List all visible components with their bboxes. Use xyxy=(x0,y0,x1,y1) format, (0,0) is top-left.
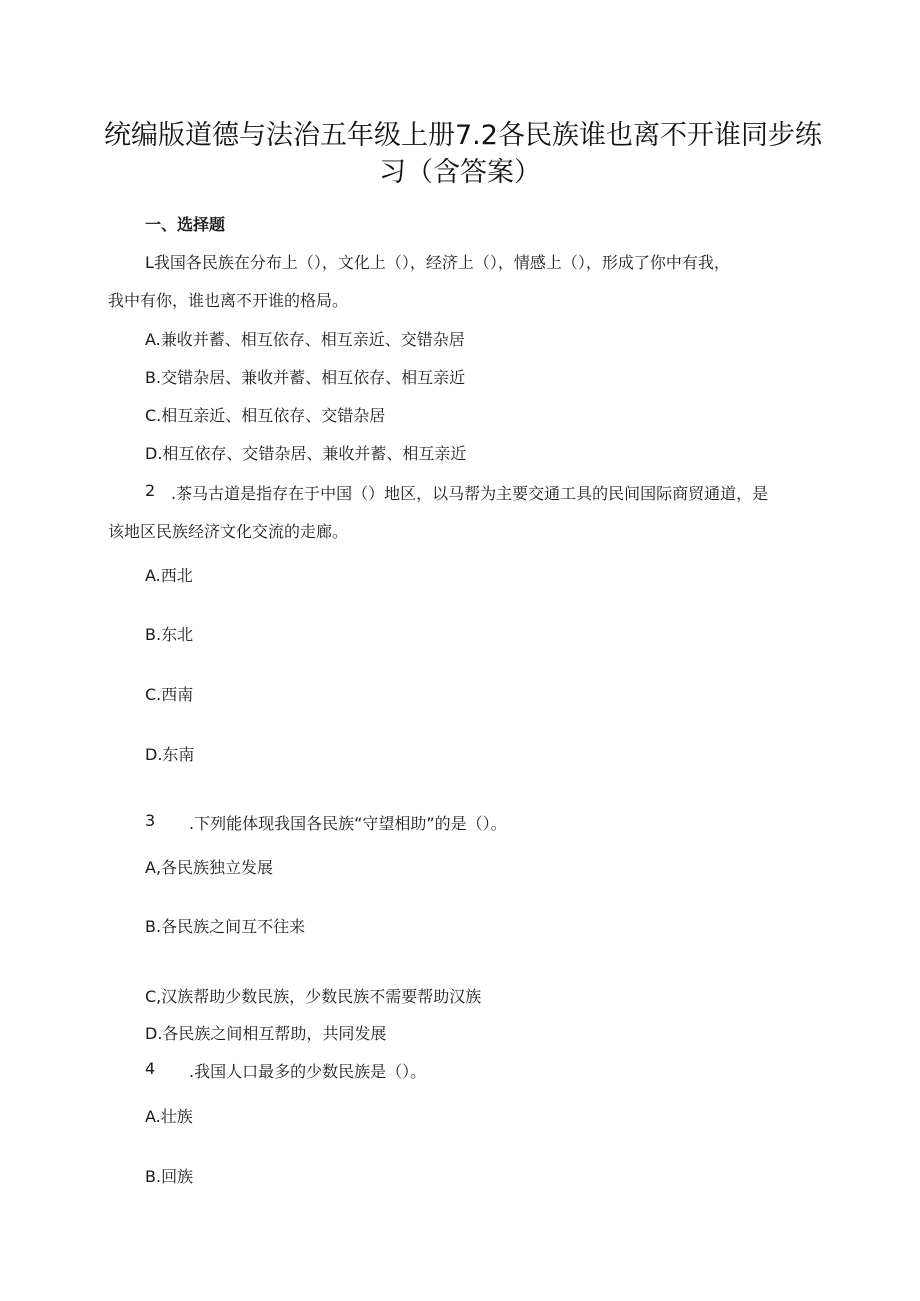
q2-option-c: C.西南 xyxy=(145,685,194,704)
q4-number: 4 xyxy=(145,1059,156,1078)
q4-option-a: A.壮族 xyxy=(145,1107,193,1126)
q2-option-b: B.东北 xyxy=(145,625,194,644)
q2-stem-line2: 该地区民族经济文化交流的走廊。 xyxy=(108,522,349,541)
q2-number: 2 xyxy=(145,481,156,500)
section-heading: 一、选择题 xyxy=(145,215,226,234)
q4-option-b: B.回族 xyxy=(145,1167,194,1186)
q3-option-c: C,汉族帮助少数民族，少数民族不需要帮助汉族 xyxy=(145,987,482,1006)
q1-option-d: D.相互依存、交错杂居、兼收并蓄、相互亲近 xyxy=(145,444,467,463)
q3-option-b: B.各民族之间互不往来 xyxy=(145,917,306,936)
q1-option-c: C.相互亲近、相互依存、交错杂居 xyxy=(145,406,386,425)
document-title-line2: 习（含答案） xyxy=(379,157,541,188)
q1-option-b: B.交错杂居、兼收并蓄、相互依存、相互亲近 xyxy=(145,368,466,387)
q1-option-a: A.兼收并蓄、相互依存、相互亲近、交错杂居 xyxy=(145,330,465,349)
q2-stem-line1: .茶马古道是指存在于中国（）地区，以马帮为主要交通工具的民间国际商贸通道，是 xyxy=(171,484,769,503)
q3-option-d: D.各民族之间相互帮助，共同发展 xyxy=(145,1024,387,1043)
document-title-line1: 统编版道德与法治五年级上册7.2各民族谁也离不开谁同步练 xyxy=(104,120,822,151)
q4-stem: .我国人口最多的少数民族是（）。 xyxy=(189,1062,427,1081)
q2-option-d: D.东南 xyxy=(145,745,195,764)
q3-option-a: A,各民族独立发展 xyxy=(145,858,274,877)
q2-option-a: A.西北 xyxy=(145,566,193,585)
q3-number: 3 xyxy=(145,811,156,830)
q1-stem-line2: 我中有你，谁也离不开谁的格局。 xyxy=(108,291,349,310)
q1-stem-line1: L我国各民族在分布上（），文化上（），经济上（），情感上（），形成了你中有我， xyxy=(145,253,730,272)
q3-stem: .下列能体现我国各民族“守望相助”的是（）。 xyxy=(189,814,507,833)
